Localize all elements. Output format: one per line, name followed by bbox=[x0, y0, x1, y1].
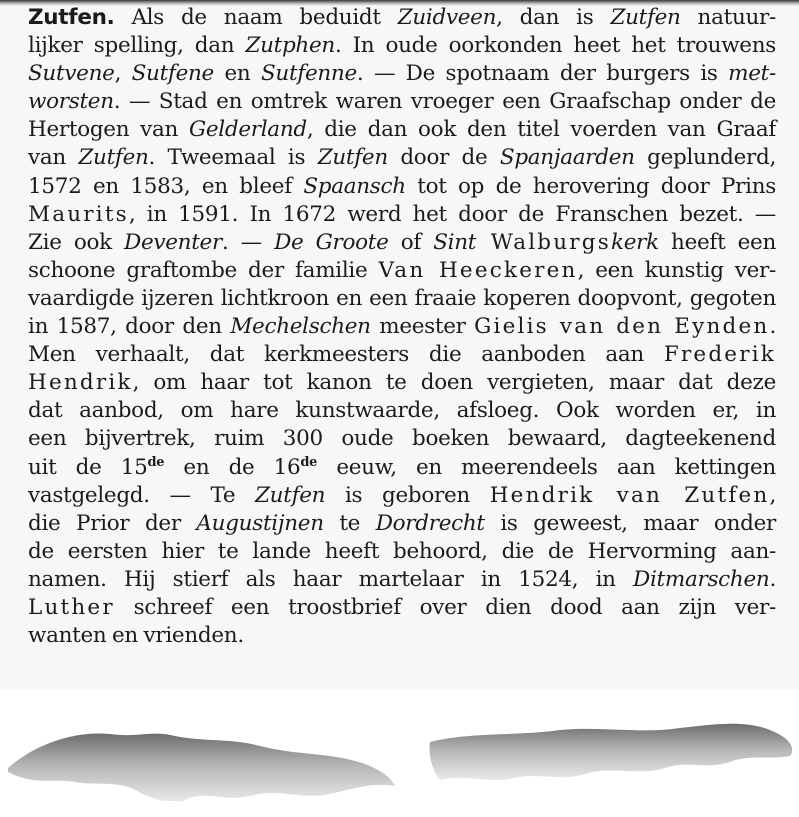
text-line-12: in 1587, door den Mechelschen meester Gielis van den Eynden. bbox=[28, 314, 776, 340]
text-line-1: Zutfen. Als de naam beduidt Zuidveen, dan is Zutfen natuur- bbox=[28, 5, 776, 30]
text-line-15: dat aanbod, om hare kunstwaarde, afsloeg. Ook worden er, in bbox=[28, 398, 776, 424]
article-text bbox=[28, 4, 776, 650]
text-line-8: Maurits, in 1591. In 1672 werd het door de Franschen bezet. — bbox=[28, 201, 776, 227]
text-line-23: wanten en vrienden. bbox=[28, 623, 244, 649]
text-line-9: Zie ook Deventer. — De Groote of Sint Walburgskerk heeft een bbox=[28, 229, 776, 255]
text-line-16: een bijvertrek, ruim 300 oude boeken bewaard, dagteekenend bbox=[28, 426, 776, 452]
text-line-19: die Prior der Augustijnen te Dordrecht is geweest, maar onder bbox=[28, 510, 776, 536]
text-line-14: Hendrik, om haar tot kanon te doen vergieten, maar dat deze bbox=[28, 370, 776, 396]
text-line-2: lijker spelling, dan Zutphen. In oude oorkonden heet het trouwens bbox=[28, 33, 776, 59]
text-line-22: Luther schreef een troostbrief over dien dood aan zijn ver- bbox=[28, 594, 776, 620]
text-line-5: Hertogen van Gelderland, die dan ook den titel voerden van Graaf bbox=[28, 117, 777, 143]
torn-paper-edge bbox=[0, 690, 799, 817]
text-line-6: van Zutfen. Tweemaal is Zutfen door de Spanjaarden geplunderd, bbox=[28, 145, 777, 171]
text-line-21: namen. Hij stierf als haar martelaar in 1524, in Ditmarschen. bbox=[28, 566, 776, 592]
text-line-4: worsten. — Stad en omtrek waren vroeger een Graafschap onder de bbox=[28, 89, 776, 115]
text-line-18: vastgelegd. — Te Zutfen is geboren Hendrik van Zutfen, bbox=[28, 482, 776, 508]
text-line-17: uit de 15de en de 16de eeuw, en meerendeels aan kettingen bbox=[28, 454, 776, 480]
text-line-13: Men verhaalt, dat kerkmeesters die aanboden aan Frederik bbox=[28, 342, 776, 368]
text-line-20: de eersten hier te lande heeft behoord, die de Hervorming aan- bbox=[28, 538, 776, 564]
entry-heading: Zutfen. bbox=[28, 5, 115, 30]
text-line-10: schoone graftombe der familie Van Heeckeren, een kunstig ver- bbox=[28, 257, 776, 283]
text-line-3: Sutvene, Sutfene en Sutfenne. — De spotnaam der burgers is met- bbox=[28, 61, 776, 87]
text-line-11: vaardigde ijzeren lichtkroon en een fraaie koperen doopvont, gegoten bbox=[28, 285, 776, 311]
text-line-7: 1572 en 1583, en bleef Spaansch tot op de herovering door Prins bbox=[28, 173, 776, 199]
